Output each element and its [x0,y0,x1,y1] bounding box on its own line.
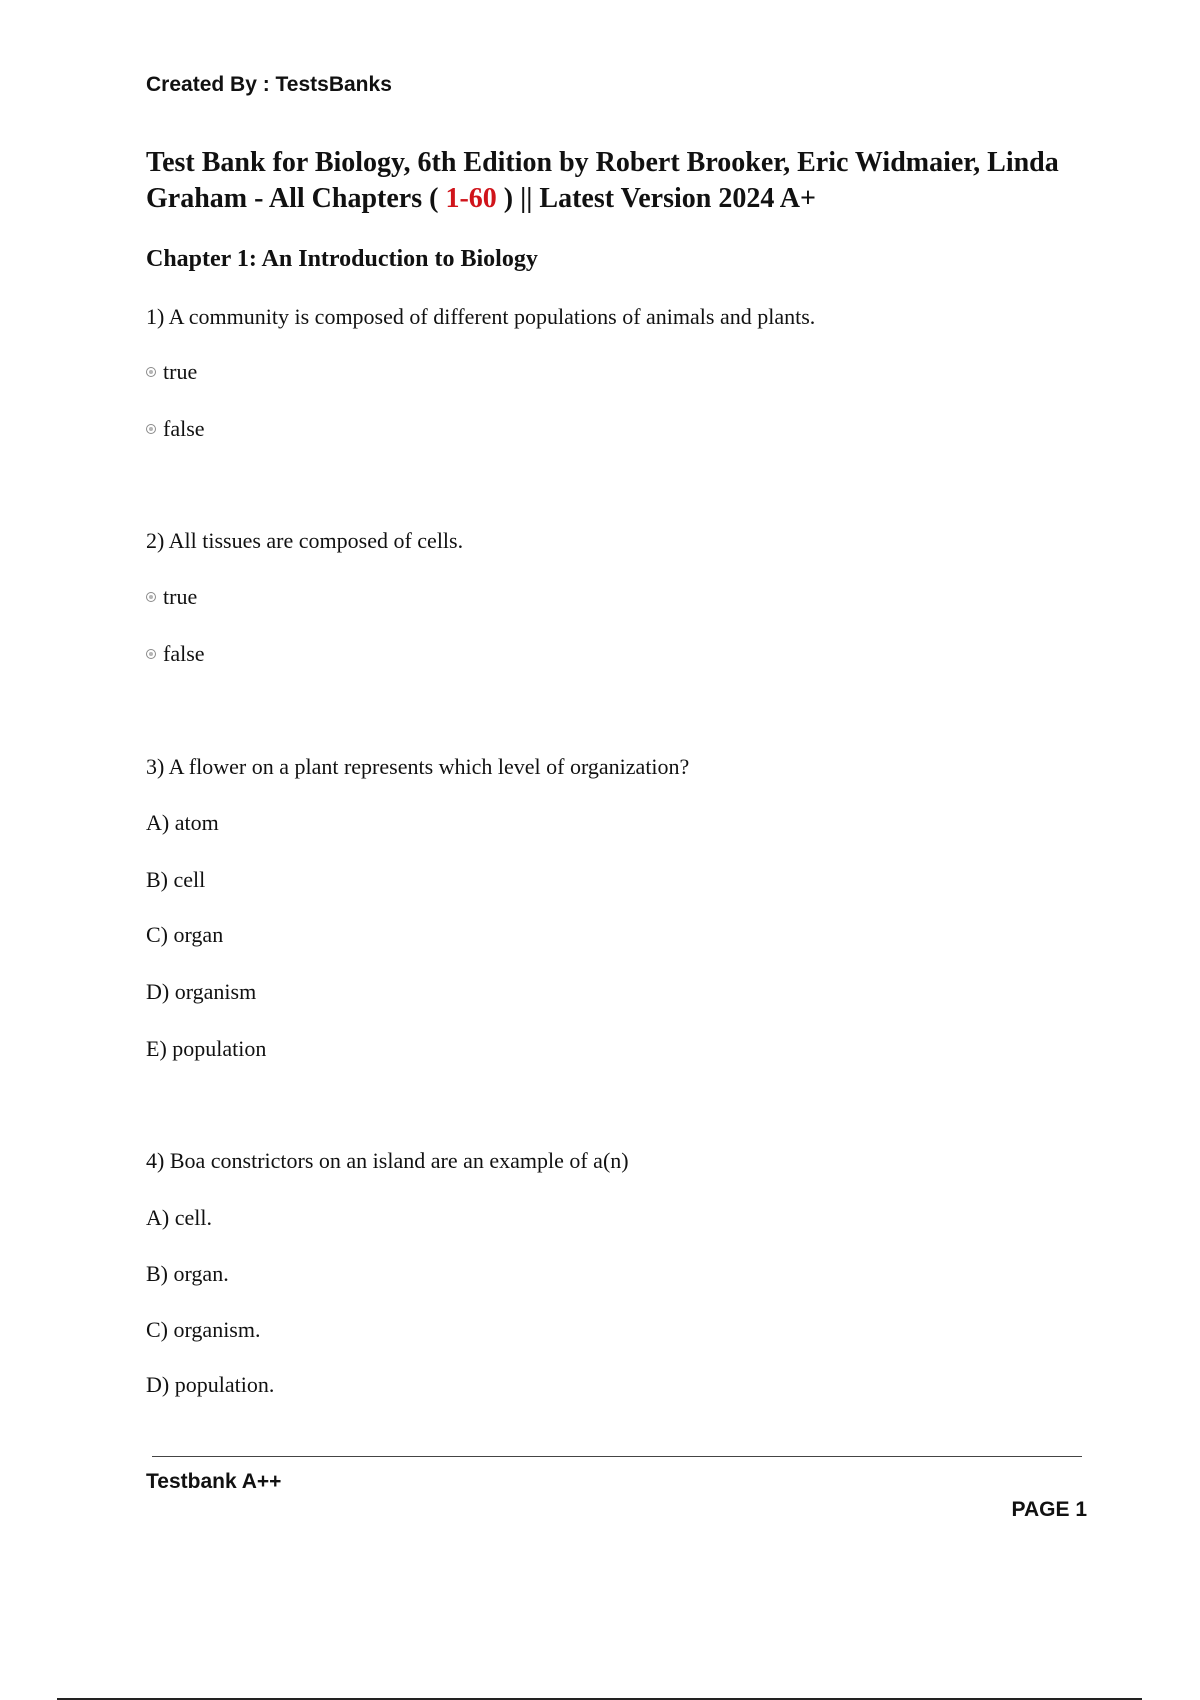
option-label: false [163,641,205,666]
option-label: true [163,359,198,384]
option-label: false [163,416,205,441]
title-text-end: ) || Latest Version 2024 A+ [496,183,816,214]
question-1-option-false[interactable] [146,415,205,443]
radio-button-icon[interactable] [146,592,156,602]
page-number: PAGE 1 [1011,1498,1087,1521]
radio-button-icon[interactable] [146,367,156,377]
radio-button-icon[interactable] [146,649,156,659]
question-3-text: 3) A flower on a plant represents which level of organization? [146,754,690,779]
question-4-option-c: C) organism. [146,1317,261,1342]
question-3-option-b: B) cell [146,867,206,892]
question-1-text: 1) A community is composed of different populations of animals and plants. [146,304,816,329]
radio-button-icon[interactable] [146,424,156,434]
question-2-option-true[interactable] [146,583,197,611]
option-label: true [163,584,198,609]
question-4-option-b: B) organ. [146,1261,229,1286]
question-3-option-d: D) organism [146,979,257,1004]
footer-label: Testbank A++ [146,1470,282,1493]
title-text-start: Test Bank for Biology, 6th Edition by Robert Brooker, Eric Widmaier, Linda Graham - All Chapters ( [146,147,1059,214]
chapter-title: Chapter 1: An Introduction to Biology [146,246,538,272]
question-4-option-a: A) cell. [146,1205,212,1230]
question-2-option-false[interactable] [146,640,205,668]
question-4-text: 4) Boa constrictors on an island are an example of a(n) [146,1148,629,1173]
chapter-range: 1-60 [445,183,497,214]
created-by-header: Created By : TestsBanks [146,73,392,96]
question-1-option-true[interactable] [146,358,197,386]
question-3-option-e: E) population [146,1036,267,1061]
footer-divider [152,1456,1082,1457]
document-title [146,145,1086,217]
question-4-option-d: D) population. [146,1372,275,1397]
question-3-option-a: A) atom [146,810,219,835]
question-3-option-c: C) organ [146,922,224,947]
question-2-text: 2) All tissues are composed of cells. [146,528,464,553]
